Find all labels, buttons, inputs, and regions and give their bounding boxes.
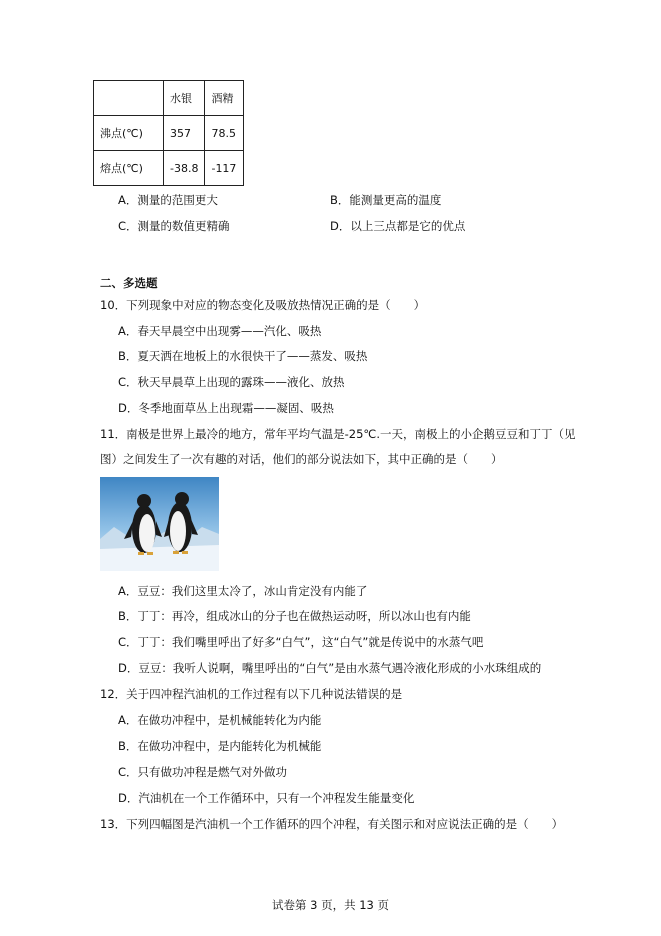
boiling-melting-table — [93, 80, 244, 186]
q12-option: C．只有做功冲程是燃气对外做功 — [118, 765, 288, 779]
table-header-cell — [94, 81, 164, 116]
table-row-label: 熔点(℃) — [94, 151, 164, 186]
q10-option: D．冬季地面草丛上出现霜——凝固、吸热 — [118, 401, 334, 415]
table-cell: 78.5 — [205, 116, 244, 151]
table-cell: -117 — [205, 151, 244, 186]
q9-option-b: B．能测量更高的温度 — [330, 193, 442, 207]
penguins-photo — [100, 477, 219, 571]
q11-option: B．丁丁：再冷，组成冰山的分子也在做热运动呀，所以冰山也有内能 — [118, 609, 471, 623]
table-row-label: 沸点(℃) — [94, 116, 164, 151]
q12-stem: 12．关于四冲程汽油机的工作过程有以下几种说法错误的是 — [100, 687, 403, 701]
section-title: 二、多选题 — [100, 276, 158, 290]
q10-option: B．夏天洒在地板上的水很快干了——蒸发、吸热 — [118, 349, 368, 363]
table-header-row — [94, 81, 244, 116]
q9-option-a: A．测量的范围更大 — [118, 193, 218, 207]
table-cell: -38.8 — [164, 151, 205, 186]
table-cell: 357 — [164, 116, 205, 151]
q9-option-c: C．测量的数值更精确 — [118, 219, 230, 233]
table-header-cell: 酒精 — [205, 81, 244, 116]
q12-option: A．在做功冲程中，是机械能转化为内能 — [118, 713, 322, 727]
q12-option: D．汽油机在一个工作循环中，只有一个冲程发生能量变化 — [118, 791, 415, 805]
q11-stem-line1: 11．南极是世界上最冷的地方，常年平均气温是-25℃.一天，南极上的小企鹅豆豆和丁丁（见 — [100, 427, 576, 441]
penguins-illustration — [100, 477, 219, 571]
q10-option: C．秋天早晨草上出现的露珠——液化、放热 — [118, 375, 345, 389]
q11-option: C．丁丁：我们嘴里呼出了好多“白气”，这“白气”就是传说中的水蒸气吧 — [118, 635, 484, 649]
q9-option-d: D．以上三点都是它的优点 — [330, 219, 466, 233]
q12-option: B．在做功冲程中，是内能转化为机械能 — [118, 739, 322, 753]
q10-option: A．春天早晨空中出现雾——汽化、吸热 — [118, 324, 322, 338]
page-footer: 试卷第 3 页，共 13 页 — [271, 898, 390, 912]
q13-stem: 13．下列四幅图是汽油机一个工作循环的四个冲程，有关图示和对应说法正确的是（ ） — [100, 817, 564, 831]
q11-option: D．豆豆：我听人说啊，嘴里呼出的“白气”是由水蒸气遇冷液化形成的小水珠组成的 — [118, 661, 542, 675]
q11-option: A．豆豆：我们这里太冷了，冰山肯定没有内能了 — [118, 584, 368, 598]
q11-stem-line2: 图）之间发生了一次有趣的对话，他们的部分说法如下，其中正确的是（ ） — [100, 452, 503, 466]
table-header-cell: 水银 — [164, 81, 205, 116]
table-row — [94, 116, 244, 151]
table-row — [94, 151, 244, 186]
q10-stem: 10．下列现象中对应的物态变化及吸放热情况正确的是（ ） — [100, 298, 426, 312]
